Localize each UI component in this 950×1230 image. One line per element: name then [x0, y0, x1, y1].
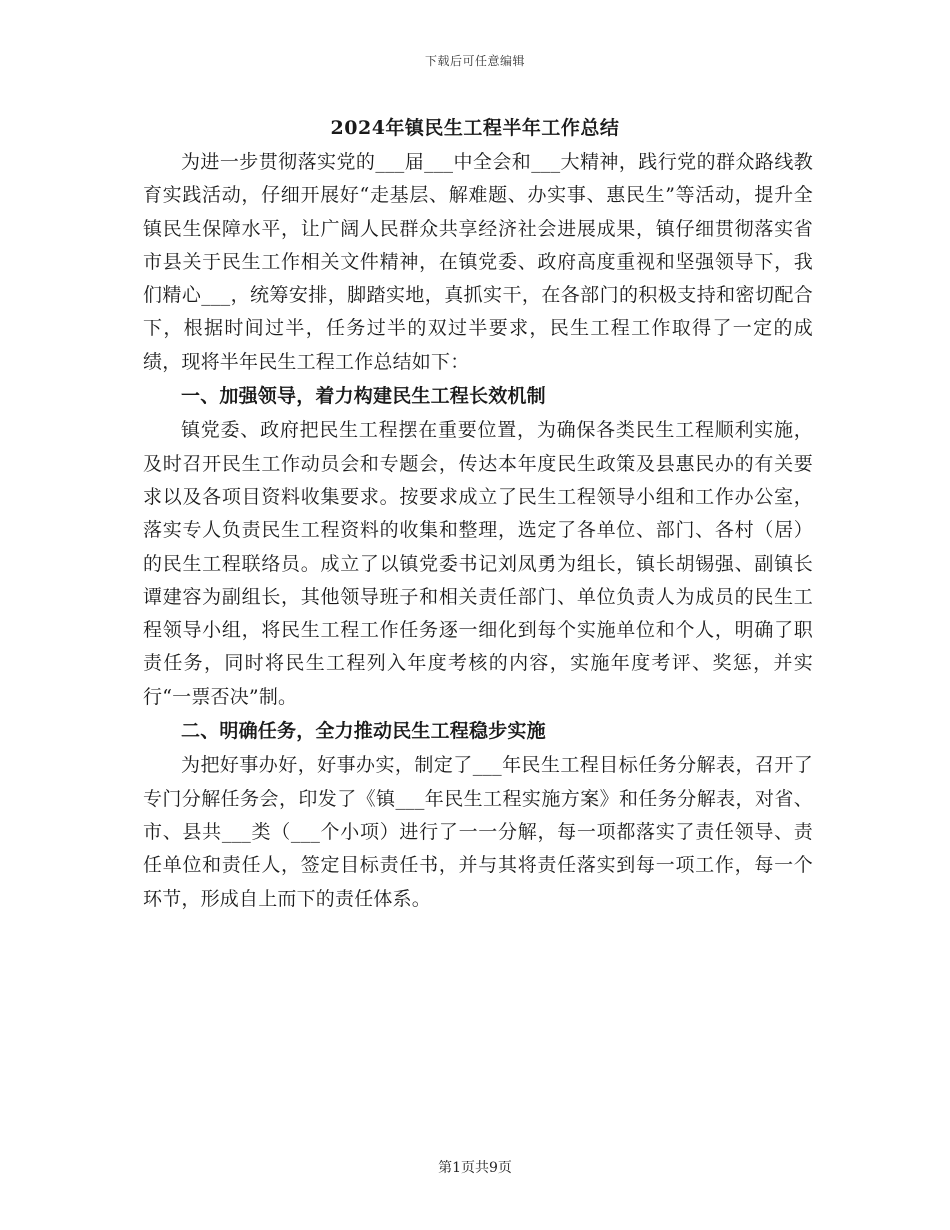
- header-note: 下载后可任意编辑: [424, 54, 525, 68]
- intro-paragraph: 为进一步贯彻落实党的___届___中全会和___大精神，践行党的群众路线教育实践活动，仔细开展好“走基层、解难题、办实事、惠民生”等活动，提升全镇民生保障水平，让广阔人民群众共享经济社会进展成果，镇仔细贯彻落实省市县关于民生工作相关文件精神，在镇党委、政府高度重视和坚强领导下，我们精心___，统筹安排，脚踏实地，真抓实干，在各部门的积极支持和密切配合下，根据时间过半，任务过半的双过半要求，民生工程工作取得了一定的成绩，现将半年民生工程工作总结如下：: [143, 151, 813, 373]
- section-heading-2: 二、明确任务，全力推动民生工程稳步实施: [181, 720, 546, 743]
- section-paragraph-1: 镇党委、政府把民生工程摆在重要位置，为确保各类民生工程顺利实施，及时召开民生工作动员会和专题会，传达本年度民生政策及县惠民办的有关要求以及各项目资料收集要求。按要求成立了民生工程领导小组和工作办公室，落实专人负责民生工程资料的收集和整理，选定了各单位、部门、各村（居）的民生工程联络员。成立了以镇党委书记刘凤勇为组长，镇长胡锡强、副镇长谭建容为副组长，其他领导班子和相关责任部门、单位负责人为成员的民生工程领导小组，将民生工程工作任务逐一细化到每个实施单位和个人，明确了职责任务，同时将民生工程列入年度考核的内容，实施年度考评、奖惩，并实行“一票否决”制。: [143, 419, 813, 708]
- section-paragraph-2: 为把好事办好，好事办实，制定了___年民生工程目标任务分解表，召开了专门分解任务会，印发了《镇___年民生工程实施方案》和任务分解表，对省、市、县共___类（___个小项）进行了一一分解，每一项都落实了责任领导、责任单位和责任人，签定目标责任书，并与其将责任落实到每一项工作，每一个环节，形成自上而下的责任体系。: [143, 754, 813, 910]
- document-body: [143, 146, 813, 916]
- document-title: 2024年镇民生工程半年工作总结: [330, 117, 620, 139]
- section-heading-1: 一、加强领导，着力构建民生工程长效机制: [181, 385, 546, 408]
- page-footer: 第1页共9页: [438, 1160, 512, 1176]
